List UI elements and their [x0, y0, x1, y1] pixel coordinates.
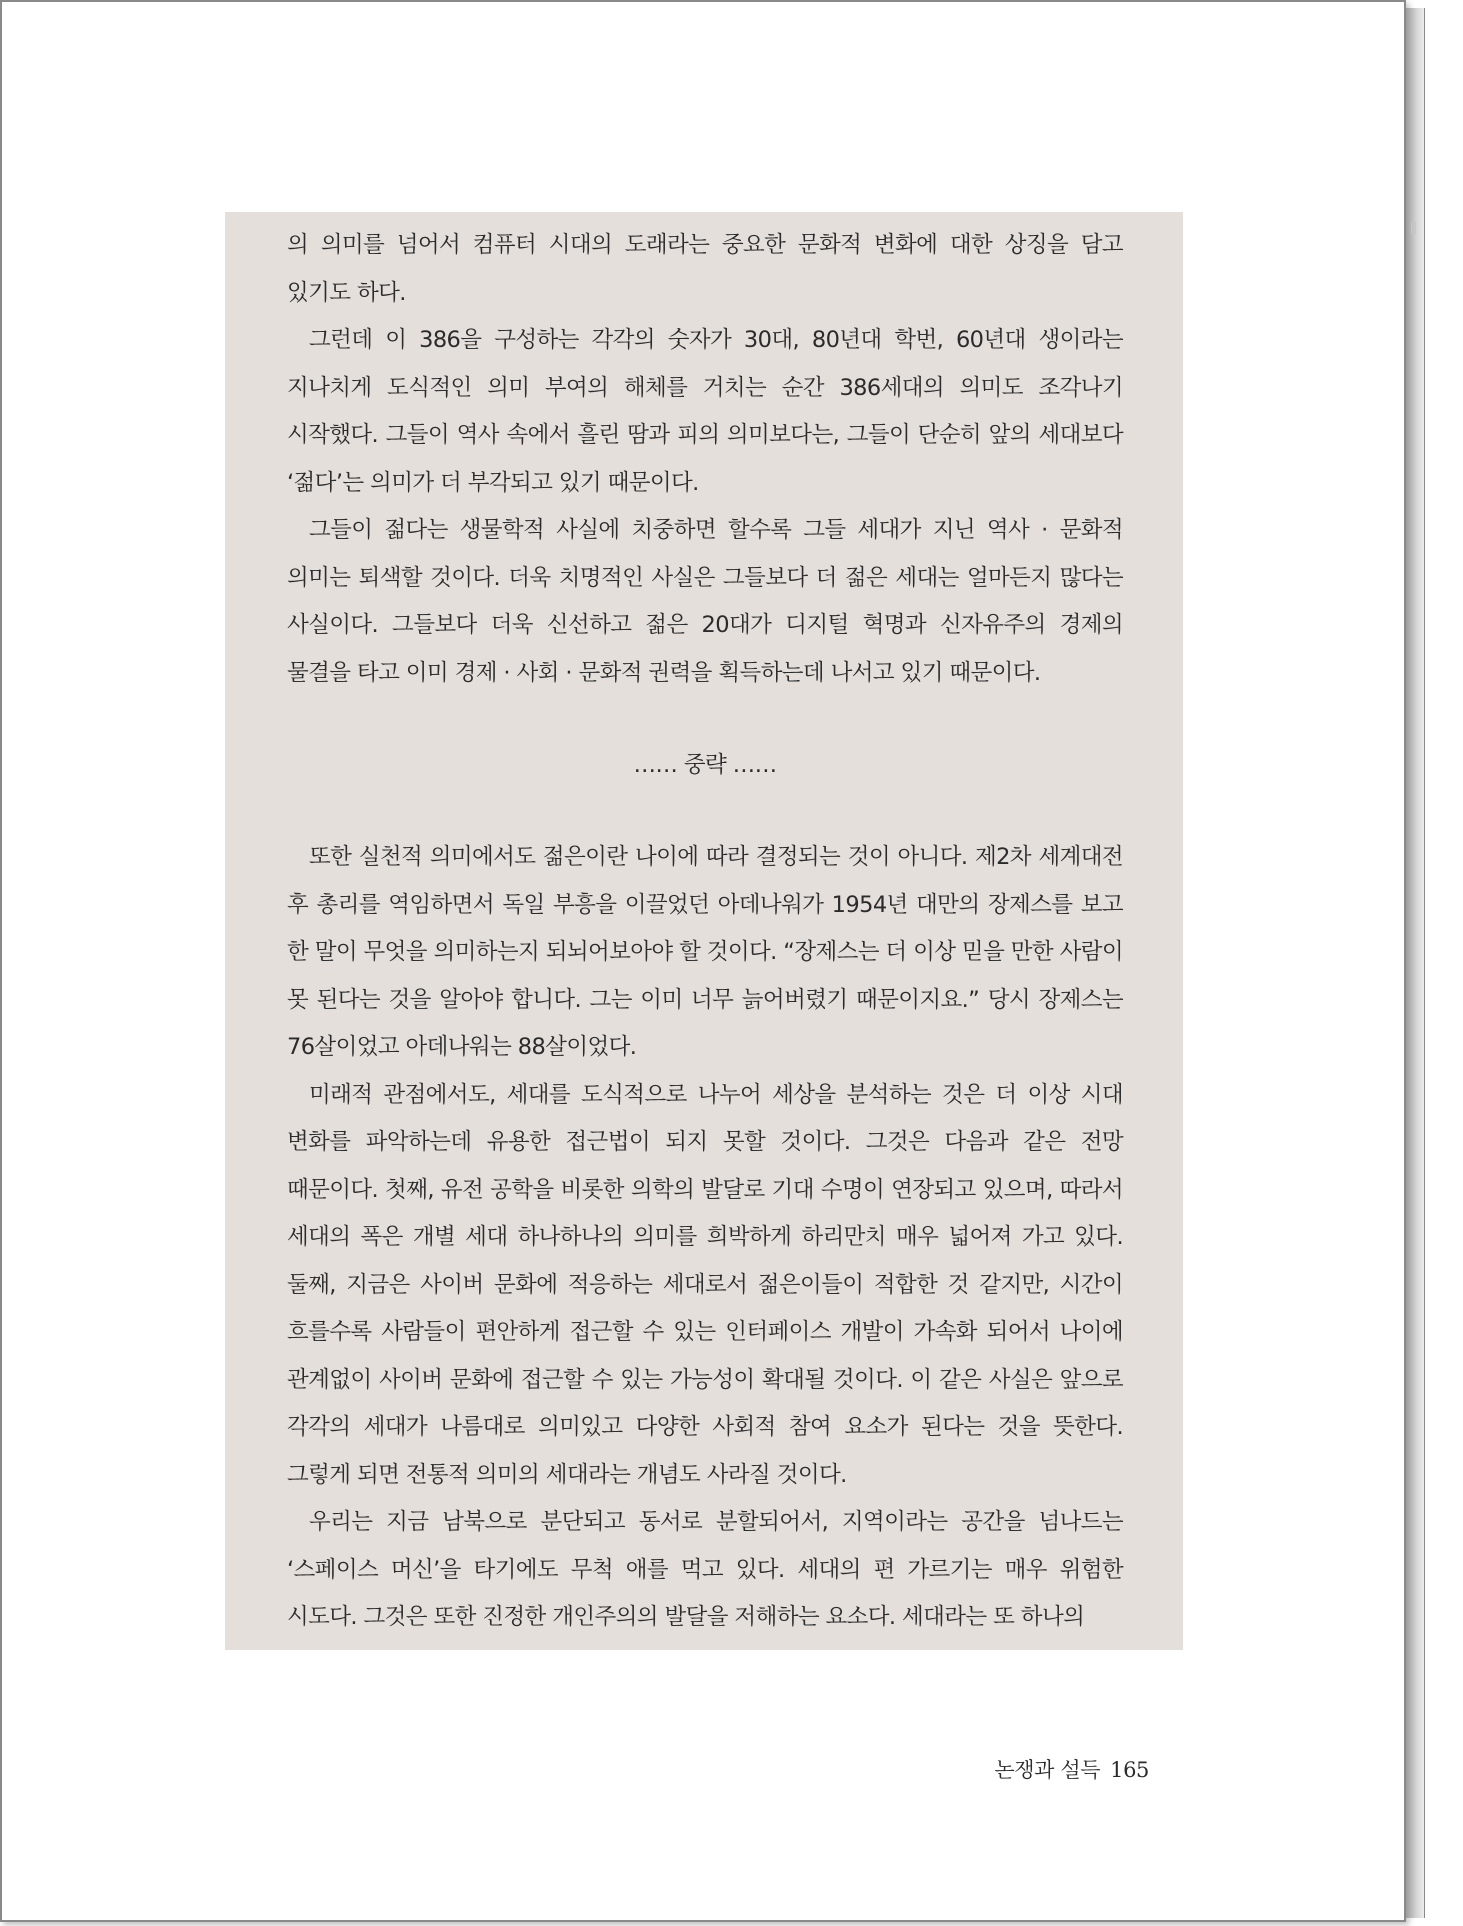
- book-title: 논쟁과 설득: [994, 1758, 1101, 1782]
- excerpt-top: [287, 222, 1123, 697]
- paragraph-3: 그들이 젊다는 생물학적 사실에 치중하면 할수록 그들 세대가 지닌 역사 · 문화적 의미는 퇴색할 것이다. 더욱 치명적인 사실은 그들보다 더 젊은 세대는 얼마든지 많다는 사실이다. 그들보다 더욱 신선하고 젊은 20대가 디지털 혁명과 신자유주의 경제의 물결을 타고 이미 경제 · 사회 · 문화적 권력을 획득하는데 나서고 있기 때문이다.: [287, 517, 1123, 686]
- excerpt-bottom: [287, 834, 1123, 1642]
- paragraph-4: 또한 실천적 의미에서도 젊은이란 나이에 따라 결정되는 것이 아니다. 제2차 세계대전 후 총리를 역임하면서 독일 부흥을 이끌었던 아데나워가 1954년 대만의 장제스를 보고 한 말이 무엇을 의미하는지 되뇌어보아야 할 것이다. “장제스는 더 이상 믿을 만한 사람이 못 된다는 것을 알아야 합니다. 그는 이미 너무 늙어버렸기 때문이지요.” 당시 장제스는 76살이었고 아데나워는 88살이었다.: [287, 844, 1123, 1060]
- paragraph-5: 미래적 관점에서도, 세대를 도식적으로 나누어 세상을 분석하는 것은 더 이상 시대 변화를 파악하는데 유용한 접근법이 되지 못할 것이다. 그것은 다음과 같은 전망 때문이다. 첫째, 유전 공학을 비롯한 의학의 발달로 기대 수명이 연장되고 있으며, 따라서 세대의 폭은 개별 세대 하나하나의 의미를 희박하게 하리만치 매우 넓어져 가고 있다. 둘째, 지금은 사이버 문화에 적응하는 세대로서 젊은이들이 적합한 것 같지만, 시간이 흐를수록 사람들이 편안하게 접근할 수 있는 인터페이스 개발이 가속화 되어서 나이에 관계없이 사이버 문화에 접근할 수 있는 가능성이 확대될 것이다. 이 같은 사실은 앞으로 각각의 세대가 나름대로 의미있고 다양한 사회적 참여 요소가 된다는 것을 뜻한다. 그렇게 되면 전통적 의미의 세대라는 개념도 사라질 것이다.: [287, 1081, 1123, 1488]
- page-edge-mark: [1411, 222, 1416, 234]
- page-footer: [994, 1754, 1149, 1784]
- page-number: 165: [1110, 1758, 1149, 1782]
- omission-divider: …… 중략 ……: [633, 752, 777, 778]
- page-stack-edge: [1406, 8, 1425, 1918]
- paragraph-1: 의 의미를 넘어서 컴퓨터 시대의 도래라는 중요한 문화적 변화에 대한 상징을 담고 있기도 하다.: [287, 232, 1123, 306]
- paragraph-2: 그런데 이 386을 구성하는 각각의 숫자가 30대, 80년대 학번, 60년대 생이라는 지나치게 도식적인 의미 부여의 해체를 거치는 순간 386세대의 의미도 조각나기 시작했다. 그들이 역사 속에서 흘린 땀과 피의 의미보다는, 그들이 단순히 앞의 세대보다 ‘젊다’는 의미가 더 부각되고 있기 때문이다.: [287, 327, 1123, 496]
- paragraph-6: 우리는 지금 남북으로 분단되고 동서로 분할되어서, 지역이라는 공간을 넘나드는 ‘스페이스 머신’을 타기에도 무척 애를 먹고 있다. 세대의 편 가르기는 매우 위험한 시도다. 그것은 또한 진정한 개인주의의 발달을 저해하는 요소다. 세대라는 또 하나의: [287, 1509, 1123, 1630]
